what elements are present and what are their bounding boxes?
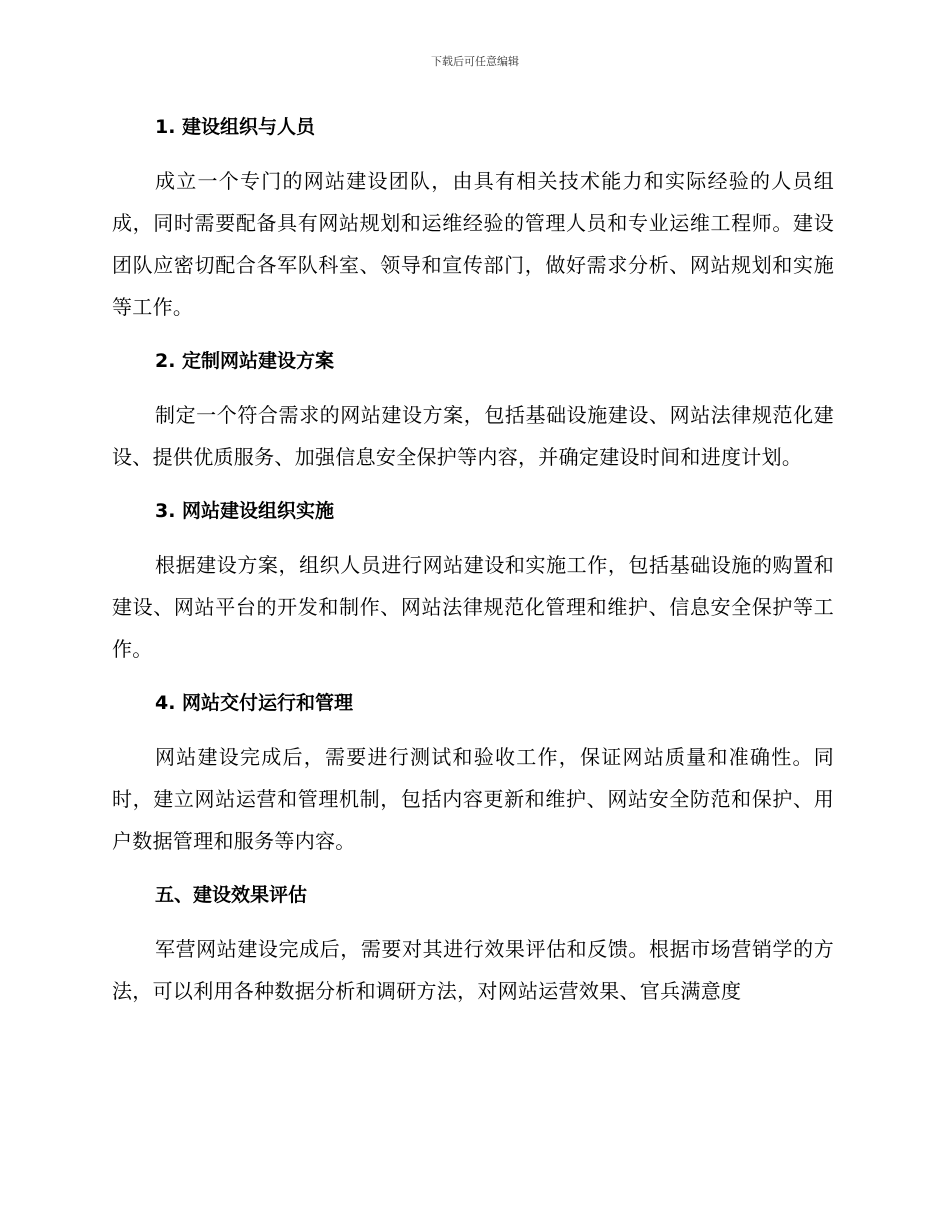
section-3-body: 根据建设方案，组织人员进行网站建设和实施工作，包括基础设施的购置和建设、网站平台的开发和制作、网站法律规范化管理和维护、信息安全保护等工作。 [112, 553, 834, 661]
section-4-heading: 4. 网站交付运行和管理 [155, 692, 354, 714]
section-4-body: 网站建设完成后，需要进行测试和验收工作，保证网站质量和准确性。同时，建立网站运营和管理机制，包括内容更新和维护、网站安全防范和保护、用户数据管理和服务等内容。 [112, 745, 834, 853]
section-5-body: 军营网站建设完成后，需要对其进行效果评估和反馈。根据市场营销学的方法，可以利用各种数据分析和调研方法，对网站运营效果、官兵满意度 [112, 937, 834, 1003]
section-2-heading: 2. 定制网站建设方案 [155, 350, 335, 372]
section-5-heading: 五、建设效果评估 [155, 884, 308, 906]
header-note: 下载后可任意编辑 [431, 55, 519, 68]
section-2-body: 制定一个符合需求的网站建设方案，包括基础设施建设、网站法律规范化建设、提供优质服务、加强信息安全保护等内容，并确定建设时间和进度计划。 [112, 403, 834, 469]
section-1-heading: 1. 建设组织与人员 [155, 116, 316, 138]
section-1-body: 成立一个专门的网站建设团队，由具有相关技术能力和实际经验的人员组成，同时需要配备具有网站规划和运维经验的管理人员和专业运维工程师。建设团队应密切配合各军队科室、领导和宣传部门，做好需求分析、网站规划和实施等工作。 [112, 169, 834, 319]
document-body [112, 106, 834, 1024]
section-3-heading: 3. 网站建设组织实施 [155, 500, 335, 522]
